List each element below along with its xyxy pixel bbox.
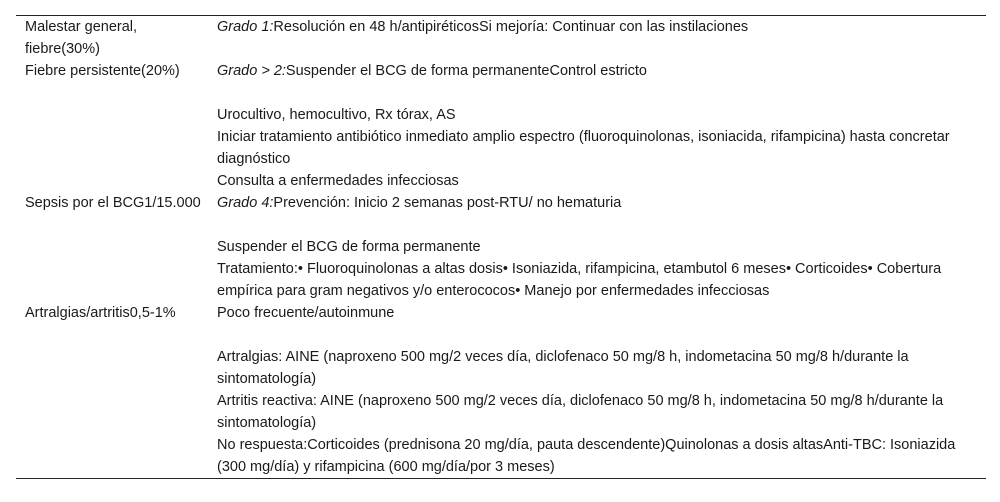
symptom-cell <box>16 302 205 478</box>
management-line: Consulta a enfermedades infecciosas <box>217 173 459 189</box>
symptom-label: Artralgias/artritis0,5-1% <box>25 305 176 321</box>
management-line: Tratamiento:• Fluoroquinolonas a altas dosis• Isoniazida, rifampicina, etambutol 6 meses• Corticoides• Cobertura empírica para gram negativos y/o enterococos• Manejo por enfermedades infecciosas <box>217 261 942 299</box>
management-line: Poco frecuente/autoinmune <box>217 305 395 321</box>
grade-label: Grado > 2: <box>217 63 286 79</box>
table-row <box>16 16 986 60</box>
grade-label: Grado 1: <box>217 19 274 35</box>
bcg-adverse-effects-table <box>16 15 986 479</box>
management-group <box>217 192 978 236</box>
management-cell <box>205 302 986 478</box>
management-cell <box>205 60 986 192</box>
management-line: Resolución en 48 h/antipiréticosSi mejoría: Continuar con las instilaciones <box>273 19 749 35</box>
management-cell <box>205 16 986 60</box>
management-line: Prevención: Inicio 2 semanas post-RTU/ no hematuria <box>273 195 622 211</box>
management-line: Suspender el BCG de forma permanente <box>217 239 481 255</box>
symptom-label: Fiebre persistente(20%) <box>25 63 180 79</box>
management-line: Artralgias: AINE (naproxeno 500 mg/2 veces día, diclofenaco 50 mg/8 h, indometacina 50 mg/8 h/durante la sintomatología) <box>217 349 909 387</box>
symptom-cell <box>16 192 205 302</box>
management-line: No respuesta:Corticoides (prednisona 20 mg/día, pauta descendente)Quinolonas a dosis altasAnti-TBC: Isoniazida (300 mg/día) y rifampicina (600 mg/día/por 3 meses) <box>217 437 956 475</box>
management-line: Iniciar tratamiento antibiótico inmediato amplio espectro (fluoroquinolonas, isoniacida, rifampicina) hasta concretar diagnóstico <box>217 129 950 167</box>
table-row <box>16 302 986 478</box>
grade-label: Grado 4: <box>217 195 274 211</box>
symptom-label: Malestar general, fiebre(30%) <box>25 19 138 57</box>
symptom-cell <box>16 60 205 192</box>
management-group <box>217 60 978 104</box>
management-cell <box>205 192 986 302</box>
table-row <box>16 60 986 192</box>
symptom-label: Sepsis por el BCG1/15.000 <box>25 195 201 211</box>
symptom-cell <box>16 16 205 60</box>
management-line: Artritis reactiva: AINE (naproxeno 500 mg/2 veces día, diclofenaco 50 mg/8 h, indometacina 50 mg/8 h/durante la sintomatología) <box>217 393 944 431</box>
table-row <box>16 192 986 302</box>
management-line: Suspender el BCG de forma permanenteControl estricto <box>285 63 647 79</box>
management-line: Urocultivo, hemocultivo, Rx tórax, AS <box>217 107 456 123</box>
